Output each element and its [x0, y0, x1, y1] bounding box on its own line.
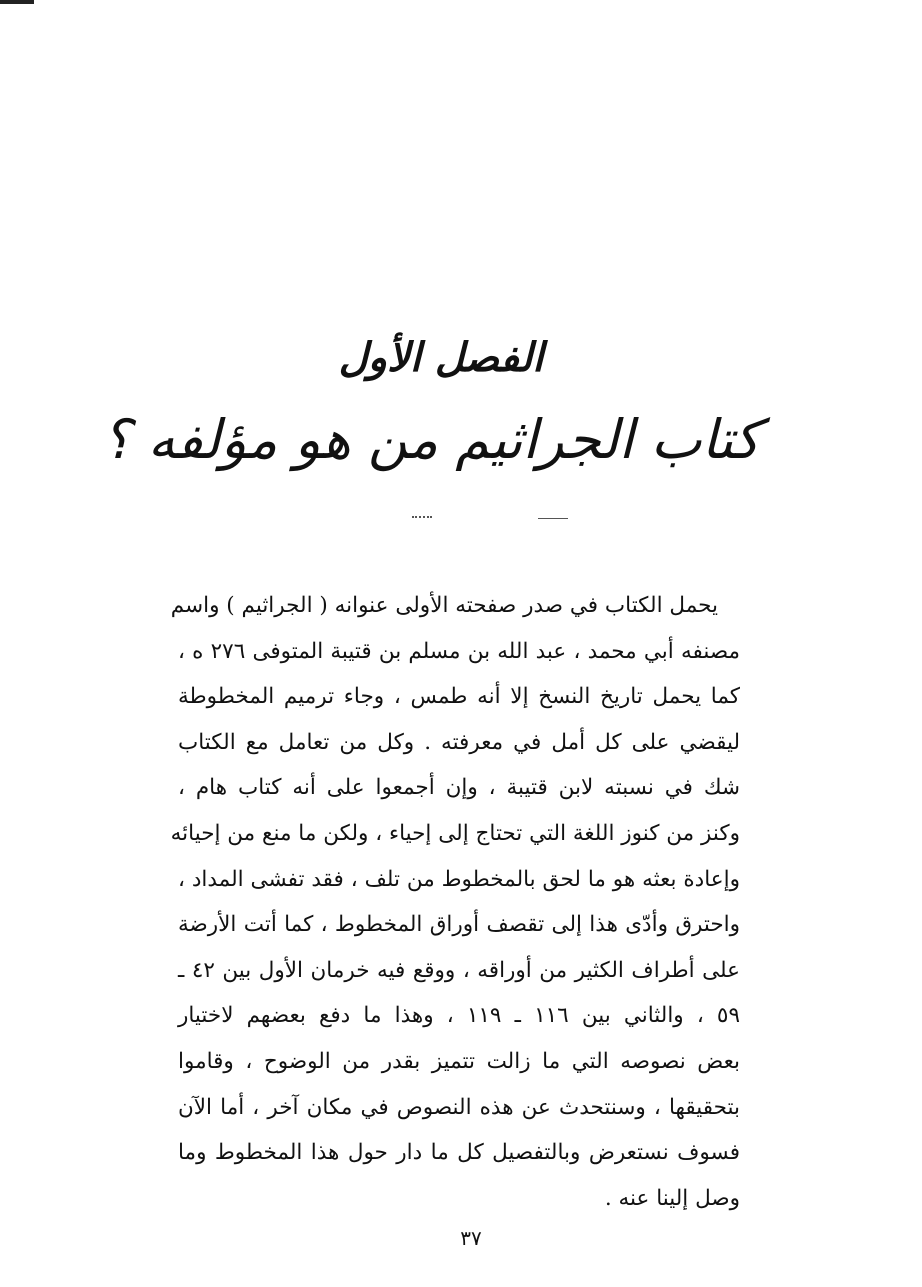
body-line: بتحقيقها ، وسنتحدث عن هذه النصوص في مكان آخر ، أما الآن	[178, 1094, 740, 1120]
body-line: بعض نصوصه التي ما زالت تتميز بقدر من الوضوح ، وقاموا	[178, 1048, 740, 1074]
body-line: وصل إلينا عنه .	[604, 1185, 740, 1211]
body-line: ٥٩ ، والثاني بين ١١٦ ـ ١١٩ ، وهذا ما دفع بعضهم لاختيار	[178, 1003, 741, 1029]
body-line: شك في نسبته لابن قتيبة ، وإن أجمعوا على أنه كتاب هام ،	[178, 775, 740, 801]
body-line: واحترق وأدّى هذا إلى تقصف أوراق المخطوط ، كما أتت الأرضة	[178, 912, 740, 938]
chapter-label: الفصل الأول	[338, 334, 544, 381]
title-ornament-line	[538, 518, 568, 519]
body-line: فسوف نستعرض وبالتفصيل كل ما دار حول هذا المخطوط وما	[178, 1140, 740, 1166]
body-paragraph	[170, 583, 741, 1221]
body-line: وإعادة بعثه هو ما لحق بالمخطوط من تلف ، فقد تفشى المداد ،	[178, 866, 740, 892]
body-line: يحمل الكتاب في صدر صفحته الأولى عنوانه ( الجراثيم ) واسم	[170, 593, 718, 618]
body-line: وكنز من كنوز اللغة التي تحتاج إلى إحياء ، ولكن ما منع من إحيائه	[170, 820, 740, 846]
body-line: مصنفه أبي محمد ، عبد الله بن مسلم بن قتيبة المتوفى ٢٧٦ ه ،	[178, 638, 741, 664]
body-line: على أطراف الكثير من أوراقه ، ووقع فيه خرمان الأول بين ٤٢ ـ	[178, 957, 740, 983]
title-ornament-dots	[412, 516, 432, 520]
body-line: ليقضي على كل أمل في معرفته . وكل من تعامل مع الكتاب	[178, 729, 740, 755]
chapter-title: كتاب الجراثيم من هو مؤلفه ؟	[101, 408, 761, 471]
scan-edge-mark	[0, 0, 34, 4]
page-number: ٣٧	[460, 1226, 482, 1250]
chapter-heading	[0, 330, 922, 480]
body-line: كما يحمل تاريخ النسخ إلا أنه طمس ، وجاء ترميم المخطوطة	[178, 684, 740, 710]
